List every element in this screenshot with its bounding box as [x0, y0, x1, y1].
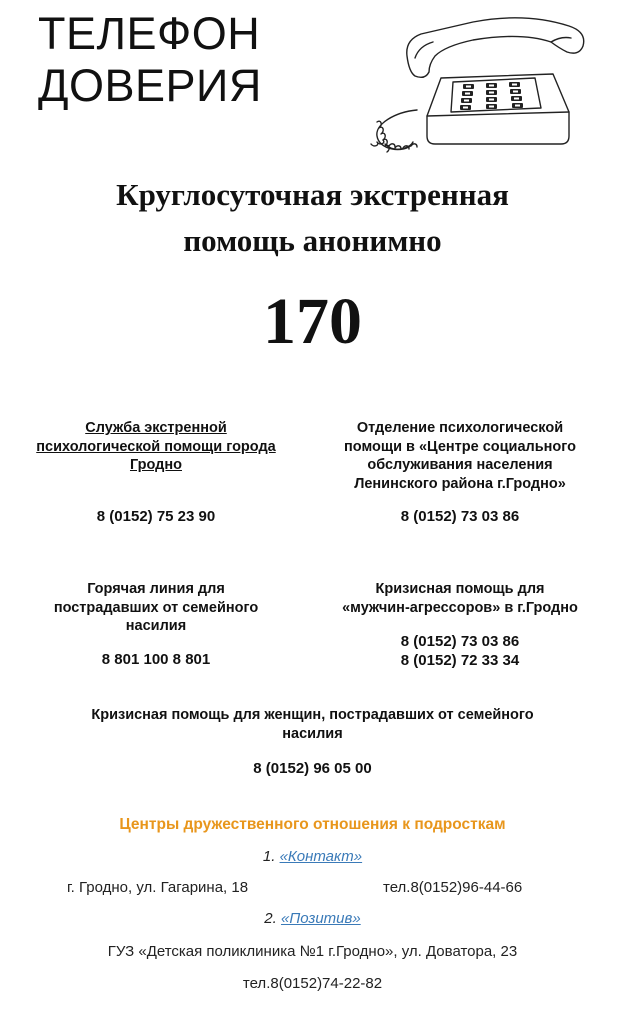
teen-center-2-title: [0, 910, 625, 927]
service-name-line: Гродно: [129, 457, 182, 473]
service-name-line: Кризисная помощь для женщин, пострадавших от семейного: [91, 707, 534, 723]
service-social-center-phone: 8 (0152) 73 03 86: [400, 508, 520, 525]
teen-center-1-address: г. Гродно, ул. Гагарина, 18: [67, 879, 249, 896]
service-name-line: Ленинского района г.Гродно»: [354, 475, 566, 492]
service-name-line: Отделение психологической: [356, 420, 564, 436]
service-name-line: насилия: [282, 725, 343, 742]
service-women-crisis-name: [0, 706, 625, 743]
service-name-line: психологической помощи города: [36, 438, 276, 455]
headline-line-2: помощь анонимно: [183, 223, 442, 258]
service-emergency-psych-phone: 8 (0152) 75 23 90: [96, 508, 216, 525]
page-title: [38, 8, 262, 112]
service-name-line: «мужчин-агрессоров» в г.Гродно: [342, 599, 578, 616]
service-name-line: Кризисная помощь для: [375, 581, 545, 597]
title-line-2: ДОВЕРИЯ: [38, 60, 262, 111]
service-social-center-name: [312, 419, 608, 493]
title-line-1: ТЕЛЕФОН: [38, 8, 261, 59]
teen-center-2-index: 2.: [264, 910, 277, 927]
service-name-line: Горячая линия для: [87, 581, 225, 597]
teen-center-1-title: [0, 848, 625, 865]
teen-center-pozitiv-link[interactable]: «Позитив»: [280, 910, 361, 927]
hotline-number: 170: [263, 285, 362, 358]
teen-center-kontakt-link[interactable]: «Контакт»: [279, 848, 363, 865]
service-aggressors-crisis-phone-2: 8 (0152) 72 33 34: [400, 652, 520, 669]
service-name-line: помощи в «Центре социального: [344, 438, 576, 455]
service-name-line: пострадавших от семейного: [53, 599, 259, 616]
teen-center-2-phone: тел.8(0152)74-22-82: [242, 975, 383, 992]
teen-center-1-phone: тел.8(0152)96-44-66: [383, 879, 523, 896]
rotary-desk-telephone-icon: [355, 12, 595, 160]
service-domestic-violence-hotline-name: [8, 580, 304, 636]
teen-center-1-index: 1.: [262, 848, 276, 865]
service-emergency-psych-name: [8, 419, 304, 475]
service-aggressors-crisis-phone-1: 8 (0152) 73 03 86: [400, 633, 520, 650]
teen-center-2-address: ГУЗ «Детская поликлиника №1 г.Гродно», ул. Доватора, 23: [107, 943, 518, 960]
teen-centers-heading: Центры дружественного отношения к подросткам: [119, 816, 506, 833]
service-name-line: обслуживания населения: [367, 457, 553, 473]
headline-line-1: Круглосуточная экстренная: [116, 177, 509, 212]
service-aggressors-crisis-name: [312, 580, 608, 617]
headline: [0, 172, 625, 264]
service-domestic-violence-hotline-phone: 8 801 100 8 801: [101, 651, 211, 668]
service-name-line: Служба экстренной: [85, 420, 227, 436]
service-name-line: насилия: [125, 618, 187, 634]
service-women-crisis-phone: 8 (0152) 96 05 00: [253, 760, 372, 777]
